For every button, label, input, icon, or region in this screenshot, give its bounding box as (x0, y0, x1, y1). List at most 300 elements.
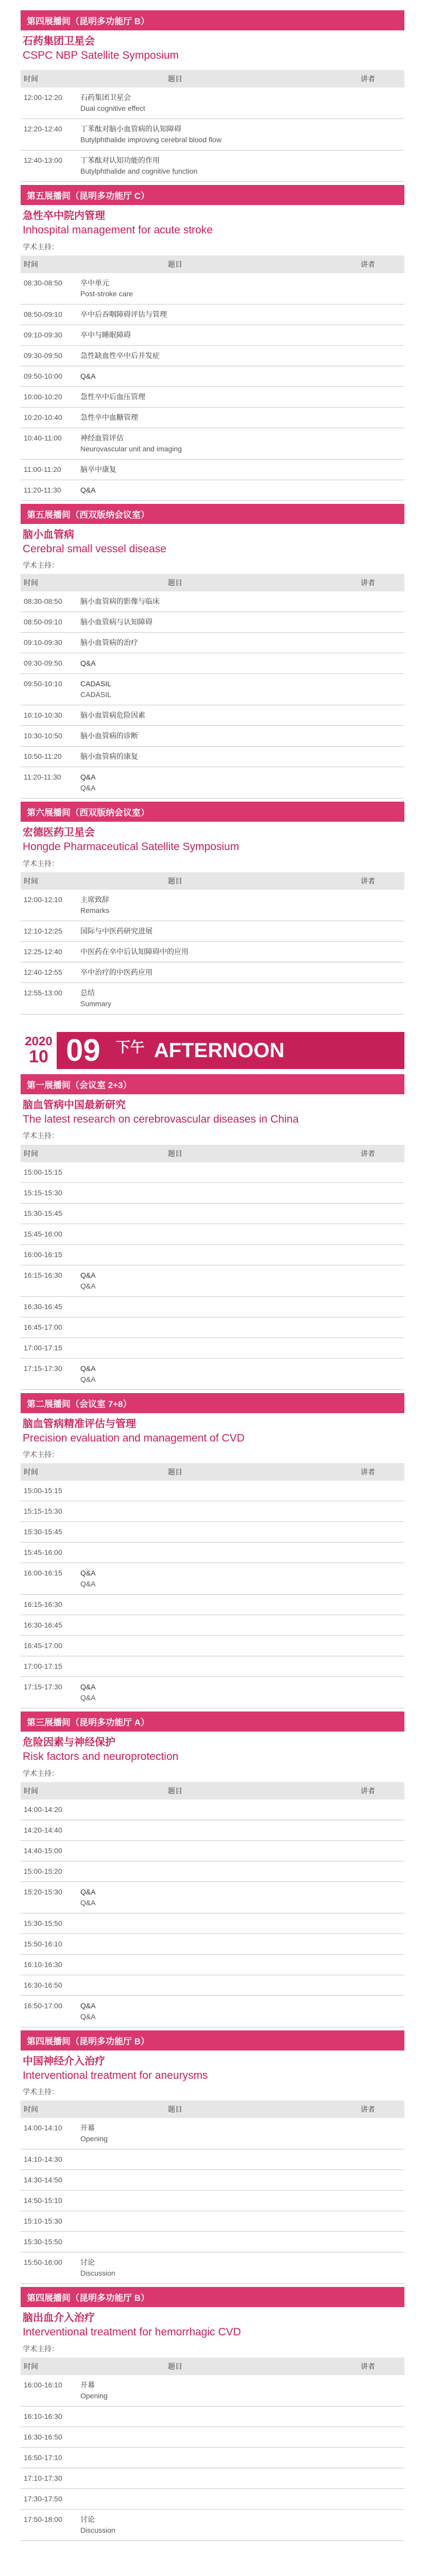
row-speaker (334, 2473, 401, 2484)
day-date (21, 1035, 57, 1066)
session-moderators: 学术主持： (23, 1450, 59, 1459)
topic-cn: 脑小血管病的影像与临床 (80, 597, 160, 606)
topic-cn: 石药集团卫星会 (80, 93, 131, 102)
row-speaker (334, 2195, 401, 2206)
row-topic (80, 1599, 334, 1610)
topic-cn: 脑小血管病的康复 (80, 752, 138, 761)
table-header (21, 2100, 404, 2118)
session-block (21, 2030, 404, 2284)
row-time: 15:00-15:20 (24, 1867, 62, 1875)
header-time: 时间 (24, 579, 38, 587)
header-speaker: 讲者 (361, 1786, 375, 1795)
row-time: 14:20-14:40 (24, 1825, 62, 1834)
row-time: 12:40-13:00 (24, 156, 62, 165)
row-time: 14:10-14:30 (24, 2155, 62, 2164)
session-title-en: The latest research on cerebrovascular diseases in China (23, 1113, 299, 1126)
topic-en: Neurovascular unit and imaging (80, 444, 182, 453)
topic-cn: 卒中治疗的中医药应用 (80, 968, 152, 977)
row-topic (80, 1980, 334, 1991)
session-venue-bar: 第六展播间（西双版纳会议室） (21, 802, 404, 822)
row-time: 16:30-16:45 (24, 1302, 62, 1311)
row-time: 16:00-16:15 (24, 1250, 62, 1259)
session-moderators: 学术主持： (23, 2344, 59, 2353)
row-topic (80, 2452, 334, 2463)
topic-cn: Q&A (80, 1364, 96, 1372)
row-topic (80, 772, 334, 793)
row-speaker (334, 2216, 401, 2227)
row-speaker (334, 1682, 401, 1703)
topic-en: Discussion (80, 2269, 115, 2278)
header-topic: 题目 (168, 579, 182, 587)
row-speaker (334, 1959, 401, 1970)
table-row (21, 460, 404, 480)
row-time: 15:00-15:15 (24, 1486, 62, 1495)
row-speaker (334, 2432, 401, 2443)
row-speaker (334, 1485, 401, 1496)
row-time: 12:55-13:00 (24, 989, 62, 997)
row-time: 10:40-11:00 (24, 433, 62, 442)
table-row (21, 1265, 404, 1297)
row-topic (80, 1682, 334, 1703)
row-speaker (334, 1825, 401, 1836)
row-speaker (334, 1804, 401, 1815)
row-time: 15:30-15:45 (24, 1209, 62, 1217)
header-time: 时间 (24, 260, 38, 268)
header-speaker: 讲者 (361, 579, 375, 587)
topic-en: Q&A (80, 1375, 96, 1383)
day-month: 10 (29, 1046, 48, 1066)
row-time: 10:30-10:50 (24, 732, 62, 740)
row-speaker (334, 2257, 401, 2279)
table-row (21, 119, 404, 150)
table-row (21, 2149, 404, 2170)
row-time: 16:45-17:00 (24, 1323, 62, 1331)
row-time: 16:30-16:45 (24, 1621, 62, 1630)
row-speaker (334, 596, 401, 607)
topic-en: Opening (80, 2392, 108, 2400)
row-topic (80, 967, 334, 978)
topic-en: CADASIL (80, 690, 111, 699)
row-speaker (334, 392, 401, 402)
row-topic (80, 2216, 334, 2227)
table-row (21, 428, 404, 460)
row-topic (80, 679, 334, 700)
session-title-cn: 中国神经介入治疗 (23, 2055, 105, 2067)
table-row (21, 921, 404, 942)
row-topic (80, 2175, 334, 2185)
row-topic (80, 1939, 334, 1950)
topic-cn: Q&A (80, 773, 96, 782)
table-header (21, 2358, 404, 2375)
row-topic (80, 92, 334, 114)
table-row (21, 2232, 404, 2252)
row-topic (80, 2236, 334, 2247)
row-time: 08:30-08:50 (24, 597, 62, 606)
row-topic (80, 988, 334, 1009)
row-time: 09:50-10:10 (24, 680, 62, 688)
row-speaker (334, 2411, 401, 2422)
row-topic (80, 1249, 334, 1260)
row-speaker (334, 1939, 401, 1950)
topic-cn: 丁苯酞对脑小血管病的认知障碍 (80, 125, 181, 133)
session-title-en: CSPC NBP Satellite Symposium (23, 49, 179, 61)
session-title-en: Interventional treatment for aneurysms (23, 2069, 208, 2081)
row-topic (80, 751, 334, 762)
topic-cn: 讨论 (80, 2258, 95, 2267)
row-topic (80, 350, 334, 361)
row-topic (80, 731, 334, 741)
row-time: 15:50-16:10 (24, 1939, 62, 1948)
session-moderators (21, 65, 404, 68)
topic-cn: 神经血管评估 (80, 433, 124, 442)
table-row (21, 2427, 404, 2448)
row-time: 09:50-10:00 (24, 371, 62, 380)
row-time: 10:20-10:40 (24, 413, 62, 421)
session-moderators: 学术主持： (23, 1769, 59, 1777)
row-speaker (334, 485, 401, 496)
row-speaker (334, 1866, 401, 1877)
session-block (21, 1074, 404, 1390)
row-time: 10:10-10:30 (24, 711, 62, 720)
row-speaker (334, 2001, 401, 2022)
row-time: 08:30-08:50 (24, 278, 62, 287)
table-row (21, 2489, 404, 2510)
header-speaker: 讲者 (361, 877, 375, 886)
row-topic (80, 1568, 334, 1589)
row-time: 16:30-16:50 (24, 2433, 62, 2442)
row-speaker (334, 2452, 401, 2463)
session-title-cn: 危险因素与神经保护 (23, 1737, 115, 1749)
session-block (21, 2287, 404, 2541)
row-time: 16:10-16:30 (24, 1960, 62, 1969)
topic-en: Discussion (80, 2526, 115, 2535)
session-venue-bar: 第一展播间（会议室 2+3） (21, 1074, 404, 1094)
row-topic (80, 2123, 334, 2144)
row-speaker (334, 637, 401, 648)
header-topic: 题目 (168, 75, 182, 83)
table-row (21, 767, 404, 799)
row-topic (80, 1301, 334, 1312)
topic-cn: 卒中与睡眠障碍 (80, 330, 131, 339)
row-topic (80, 1363, 334, 1385)
header-speaker: 讲者 (361, 2105, 375, 2114)
header-speaker: 讲者 (361, 2362, 375, 2371)
row-speaker (334, 350, 401, 361)
table-row (21, 2252, 404, 2284)
session-venue-bar: 第二展播间（会议室 7+8） (21, 1393, 404, 1413)
row-topic (80, 464, 334, 475)
header-topic: 题目 (168, 1468, 182, 1477)
topic-cn: Q&A (80, 1887, 96, 1896)
session-title-cn: 脑小血管病 (23, 529, 74, 540)
row-topic (80, 617, 334, 628)
table-row (21, 1800, 404, 1820)
row-time: 17:30-17:50 (24, 2495, 62, 2503)
topic-cn: Q&A (80, 1569, 96, 1578)
row-topic (80, 1640, 334, 1651)
row-speaker (334, 967, 401, 978)
row-speaker (334, 2514, 401, 2536)
table-header (21, 1145, 404, 1162)
header-time: 时间 (24, 2362, 38, 2371)
session-moderators: 学术主持： (23, 1131, 59, 1140)
row-topic (80, 1804, 334, 1815)
topic-cn: 中医药在卒中后认知障碍中的应用 (80, 947, 189, 956)
row-speaker (334, 1167, 401, 1178)
row-speaker (334, 1918, 401, 1929)
header-topic: 题目 (168, 877, 182, 886)
topic-en: Q&A (80, 1580, 96, 1588)
row-time: 11:00-11:20 (24, 465, 61, 473)
table-row (21, 653, 404, 674)
row-topic (80, 1866, 334, 1877)
session-title-cn: 宏德医药卫星会 (23, 827, 95, 839)
row-time: 12:10-12:25 (24, 927, 62, 936)
table-row (21, 304, 404, 325)
row-topic (80, 1270, 334, 1292)
row-time: 14:40-15:00 (24, 1846, 62, 1855)
header-topic: 题目 (168, 1786, 182, 1795)
row-speaker (334, 1249, 401, 1260)
table-row (21, 1224, 404, 1245)
header-topic: 题目 (168, 2362, 182, 2371)
row-time: 16:15-16:30 (24, 1600, 62, 1609)
row-time: 17:50-18:00 (24, 2515, 62, 2524)
table-row (21, 366, 404, 387)
row-time: 15:00-15:15 (24, 1167, 62, 1176)
table-row (21, 2118, 404, 2149)
session-block (21, 504, 404, 799)
row-time: 09:30-09:50 (24, 659, 62, 668)
table-row (21, 1615, 404, 1636)
topic-en: Q&A (80, 1693, 96, 1702)
session-title-cn: 脑出血介入治疗 (23, 2312, 95, 2324)
row-speaker (334, 1661, 401, 1672)
row-time: 14:00-14:10 (24, 2124, 62, 2132)
topic-cn: Q&A (80, 485, 96, 494)
row-topic (80, 1845, 334, 1856)
row-topic (80, 946, 334, 957)
row-time: 11:20-11:30 (24, 773, 61, 782)
table-row (21, 150, 404, 182)
session-block (21, 802, 404, 1014)
table-row (21, 1183, 404, 1204)
session-venue-bar: 第四展播间（昆明多功能厅 B） (21, 2030, 404, 2050)
row-topic (80, 2432, 334, 2443)
table-header (21, 70, 404, 88)
table-row (21, 2211, 404, 2232)
table-row (21, 747, 404, 767)
row-speaker (334, 751, 401, 762)
row-topic (80, 1343, 334, 1353)
table-row (21, 1481, 404, 1501)
topic-cn: 脑小血管病的治疗 (80, 638, 138, 647)
row-speaker (334, 617, 401, 628)
row-time: 14:50-15:10 (24, 2196, 62, 2205)
topic-en: Q&A (80, 1281, 96, 1290)
topic-cn: Q&A (80, 1683, 96, 1691)
session-venue-bar: 第五展播间（昆明多功能厅 C） (21, 185, 404, 205)
row-time: 15:50-16:00 (24, 2258, 62, 2267)
row-speaker (334, 1845, 401, 1856)
row-time: 12:40-12:55 (24, 968, 62, 977)
row-topic (80, 1167, 334, 1178)
topic-en: Dual cognitive effect (80, 104, 145, 113)
table-row (21, 1656, 404, 1677)
row-time: 12:00-12:20 (24, 93, 62, 102)
row-speaker (334, 1229, 401, 1240)
row-time: 08:50-09:10 (24, 618, 62, 626)
row-time: 15:10-15:30 (24, 2217, 62, 2226)
topic-cn: 脑小血管病危险因素 (80, 711, 145, 720)
table-header (21, 872, 404, 890)
session-title-en: Precision evaluation and management of CVD (23, 1432, 245, 1444)
topic-en: Q&A (80, 2012, 96, 2021)
row-topic (80, 2514, 334, 2536)
row-time: 17:10-17:30 (24, 2474, 62, 2483)
table-row (21, 962, 404, 983)
row-topic (80, 1825, 334, 1836)
row-speaker (334, 1547, 401, 1558)
row-speaker (334, 155, 401, 177)
table-row (21, 1563, 404, 1595)
topic-cn: 总结 (80, 989, 95, 997)
row-topic (80, 412, 334, 423)
table-row (21, 1820, 404, 1841)
table-row (21, 612, 404, 633)
row-topic (80, 1208, 334, 1219)
table-row (21, 1882, 404, 1913)
row-time: 16:50-17:10 (24, 2453, 62, 2462)
row-topic (80, 1620, 334, 1631)
table-row (21, 1204, 404, 1224)
row-time: 15:20-15:30 (24, 1887, 62, 1896)
row-topic (80, 596, 334, 607)
row-speaker (334, 1980, 401, 1991)
row-topic (80, 392, 334, 402)
session-block (21, 10, 404, 182)
header-time: 时间 (24, 1786, 38, 1795)
row-topic (80, 330, 334, 341)
session-venue-bar: 第三展播间（昆明多功能厅 A） (21, 1711, 404, 1732)
row-time: 12:20-12:40 (24, 125, 62, 133)
session-moderators: 学术主持： (23, 561, 59, 570)
header-time: 时间 (24, 75, 38, 83)
row-time: 16:15-16:30 (24, 1270, 62, 1279)
table-row (21, 2375, 404, 2406)
session-moderators: 学术主持： (23, 859, 59, 868)
header-time: 时间 (24, 1468, 38, 1477)
row-time: 15:45-16:00 (24, 1229, 62, 1238)
table-header (21, 256, 404, 273)
table-row (21, 2510, 404, 2541)
row-topic (80, 1547, 334, 1558)
row-time: 12:00-12:10 (24, 895, 62, 904)
row-speaker (334, 658, 401, 669)
row-time: 08:50-09:10 (24, 310, 62, 318)
row-topic (80, 2473, 334, 2484)
table-row (21, 480, 404, 501)
row-time: 16:00-16:15 (24, 1569, 62, 1578)
topic-en: Q&A (80, 1898, 96, 1907)
row-time: 16:30-16:50 (24, 1980, 62, 1989)
session-title-en: Inhospital management for acute stroke (23, 224, 213, 236)
row-topic (80, 371, 334, 382)
row-speaker (334, 1363, 401, 1385)
table-row (21, 1317, 404, 1338)
row-topic (80, 710, 334, 721)
header-speaker: 讲者 (361, 1468, 375, 1477)
row-speaker (334, 2154, 401, 2165)
session-title-en: Risk factors and neuroprotection (23, 1751, 179, 1763)
row-speaker (334, 988, 401, 1009)
table-row (21, 2468, 404, 2489)
topic-cn: 丁苯酞对认知功能的作用 (80, 156, 160, 165)
topic-cn: 卒中后吞咽障碍评估与管理 (80, 310, 167, 318)
row-time: 09:10-09:30 (24, 330, 62, 339)
row-speaker (334, 1301, 401, 1312)
topic-cn: 卒中单元 (80, 278, 109, 287)
row-speaker (334, 309, 401, 320)
row-time: 11:20-11:30 (24, 485, 61, 494)
session-venue-bar: 第五展播间（西双版纳会议室） (21, 504, 404, 524)
table-row (21, 2448, 404, 2468)
table-row (21, 387, 404, 408)
row-time: 10:00-10:20 (24, 392, 62, 401)
row-topic (80, 2494, 334, 2504)
row-speaker (334, 278, 401, 299)
topic-en: Post-stroke care (80, 289, 133, 298)
topic-cn: 脑卒中康复 (80, 465, 116, 473)
row-speaker (334, 1188, 401, 1198)
header-time: 时间 (24, 1149, 38, 1158)
topic-en: Opening (80, 2134, 108, 2143)
table-row (21, 325, 404, 346)
row-time: 17:15-17:30 (24, 1364, 62, 1372)
row-speaker (334, 1599, 401, 1610)
topic-cn: 开幕 (80, 2381, 95, 2389)
topic-cn: 急性卒中血糖管理 (80, 413, 138, 421)
header-speaker: 讲者 (361, 75, 375, 83)
row-time: 17:15-17:30 (24, 1683, 62, 1691)
table-row (21, 273, 404, 304)
topic-en: Butylphthalide improving cerebral blood flow (80, 135, 222, 144)
topic-cn: Q&A (80, 1270, 96, 1279)
table-row (21, 1162, 404, 1183)
topic-cn: 脑小血管病与认知障碍 (80, 618, 152, 626)
row-speaker (334, 330, 401, 341)
day-number: 09 (57, 1032, 110, 1069)
row-speaker (334, 1270, 401, 1292)
table-header (21, 574, 404, 591)
row-topic (80, 2195, 334, 2206)
table-row (21, 2170, 404, 2191)
row-speaker (334, 894, 401, 916)
row-speaker (334, 464, 401, 475)
row-speaker (334, 124, 401, 145)
table-row (21, 1522, 404, 1543)
table-row (21, 346, 404, 366)
day-year: 2020 (25, 1034, 53, 1048)
table-row (21, 633, 404, 653)
table-row (21, 1913, 404, 1934)
row-time: 17:00-17:15 (24, 1662, 62, 1671)
table-row (21, 942, 404, 962)
session-moderators: 学术主持： (23, 2088, 59, 2096)
topic-en: Q&A (80, 784, 96, 792)
row-speaker (334, 679, 401, 700)
row-time: 14:00-14:20 (24, 1805, 62, 1814)
